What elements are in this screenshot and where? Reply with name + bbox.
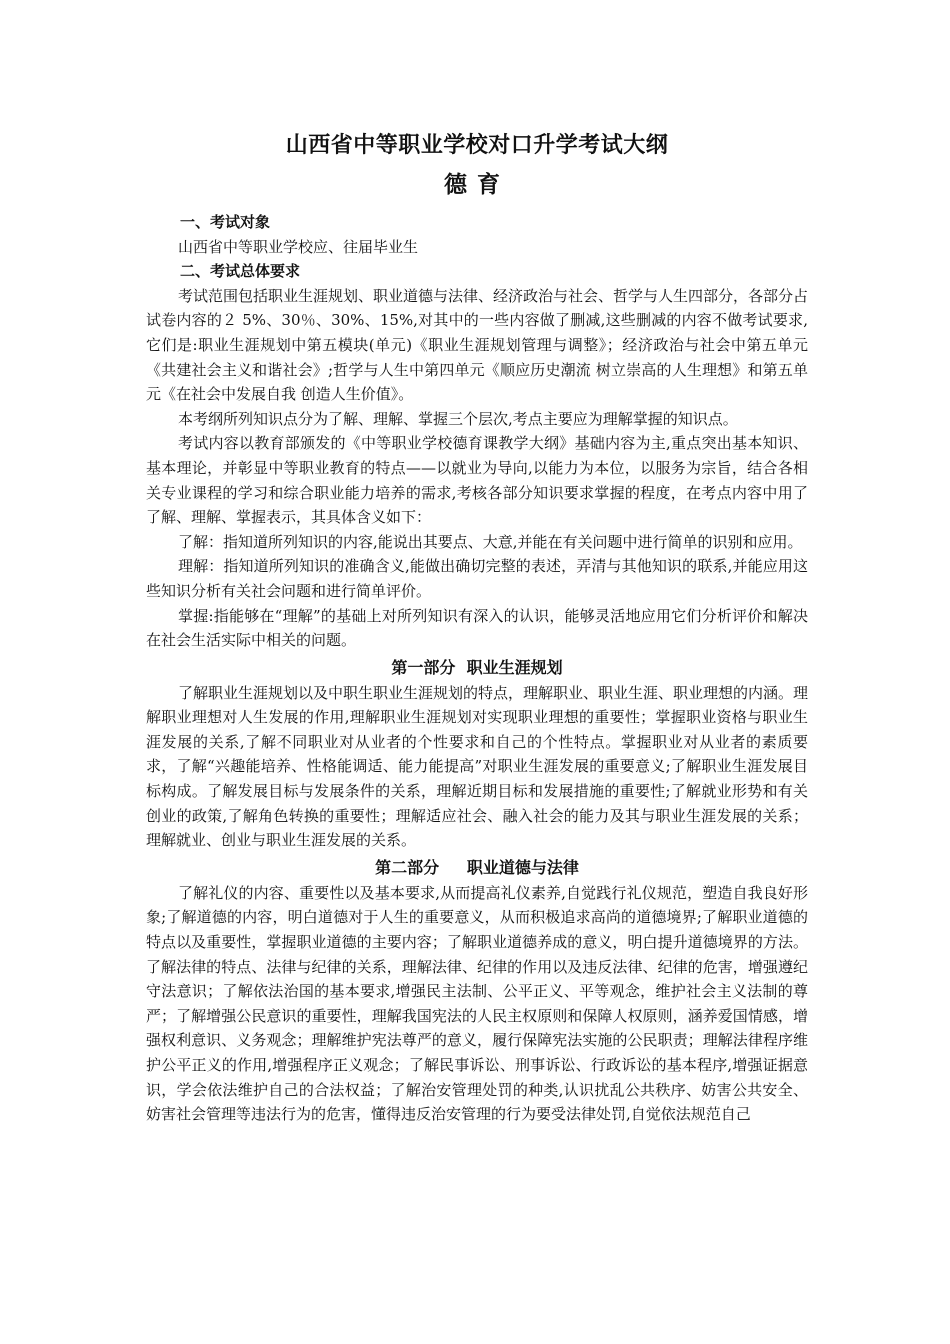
part1-heading: 第一部分 职业生涯规划 [391, 657, 563, 677]
intro-paragraph: 考试范围包括职业生涯规划、职业道德与法律、经济政治与社会、哲学与人生四部分，各部分占试卷内容的２ 5%、30％、30%、15%,对其中的一些内容做了删减,这些删减的内容不做考试要求,它们是:职业生涯规划中第五模块(单元)《职业生涯规划管理与调整》；经济政治与社会中第五单元《共建社会主义和谐社会》;哲学与人生中第四单元《顺应历史潮流 树立崇高的人生理想》和第五单元《在社会中发展自我 创造人生价值》。 [146, 286, 809, 404]
section-heading-exam-target: 一、考试对象 [180, 213, 271, 231]
document-page [146, 128, 808, 1127]
part1-paragraph: 了解职业生涯规划以及中职生职业生涯规划的特点，理解职业、职业生涯、职业理想的内涵。理解职业理想对人生发展的作用,理解职业生涯规划对实现职业理想的重要性；掌握职业资格与职业生涯发展的关系,了解不同职业对从业者的个性要求和自己的个性特点。掌握职业对从业者的素质要求，了解“兴趣能培养、性格能调适、能力能提高”对职业生涯发展的重要意义;了解职业生涯发展目标构成。了解发展目标与发展条件的关系，理解近期目标和发展措施的重要性;了解就业形势和有关创业的政策,了解角色转换的重要性；理解适应社会、融入社会的能力及其与职业生涯发展的关系；理解就业、创业与职业生涯发展的关系。 [146, 683, 809, 850]
intro-paragraph: 理解：指知道所列知识的准确含义,能做出确切完整的表述，弄清与其他知识的联系,并能应用这些知识分析有关社会问题和进行简单评价。 [146, 557, 808, 600]
document-title: 山西省中等职业学校对口升学考试大纲 [285, 132, 669, 158]
part2-heading: 第二部分 职业道德与法律 [375, 857, 579, 877]
section-text-exam-target: 山西省中等职业学校应、往届毕业生 [178, 237, 419, 256]
intro-paragraph: 掌握:指能够在“理解”的基础上对所列知识有深入的认识，能够灵活地应用它们分析评价和解决在社会生活实际中相关的问题。 [146, 606, 808, 650]
section-heading-general-requirements: 二、考试总体要求 [180, 262, 301, 281]
intro-paragraph: 本考纲所列知识点分为了解、理解、掌握三个层次,考点主要应为理解掌握的知识点。 [178, 409, 738, 428]
document-subtitle: 德育 [444, 171, 510, 198]
part2-paragraph: 了解礼仪的内容、重要性以及基本要求,从而提高礼仪素养,自觉践行礼仪规范，塑造自我良好形象;了解道德的内容，明白道德对于人生的重要意义，从而积极追求高尚的道德境界;了解职业道德的特点以及重要性，掌握职业道德的主要内容；了解职业道德养成的意义，明白提升道德境界的方法。了解法律的特点、法律与纪律的关系，理解法律、纪律的作用以及违反法律、纪律的危害，增强遵纪守法意识；了解依法治国的基本要求,增强民主法制、公平正义、平等观念，维护社会主义法制的尊严；了解增强公民意识的重要性，理解我国宪法的人民主权原则和保障人权原则，涵养爱国情感，增强权利意识、义务观念；理解维护宪法尊严的意义，履行保障宪法实施的公民职责；理解法律程序维护公平正义的作用,增强程序正义观念；了解民事诉讼、刑事诉讼、行政诉讼的基本程序,增强证据意识，学会依法维护自己的合法权益；了解治安管理处罚的种类,认识扰乱公共秩序、妨害公共安全、妨害社会管理等违法行为的危害，懂得违反治安管理的行为要受法律处罚,自觉依法规范自己 [146, 883, 808, 1124]
intro-paragraph: 了解：指知道所列知识的内容,能说出其要点、大意,并能在有关问题中进行简单的识别和应用。 [178, 532, 803, 551]
intro-paragraph: 考试内容以教育部颁发的《中等职业学校德育课教学大纲》基础内容为主,重点突出基本知识、基本理论，并彰显中等职业教育的特点——以就业为导向,以能力为本位，以服务为宗旨，结合各相关专业课程的学习和综合职业能力培养的需求,考核各部分知识要求掌握的程度，在考点内容中用了了解、理解、掌握表示，其具体含义如下： [146, 434, 808, 527]
